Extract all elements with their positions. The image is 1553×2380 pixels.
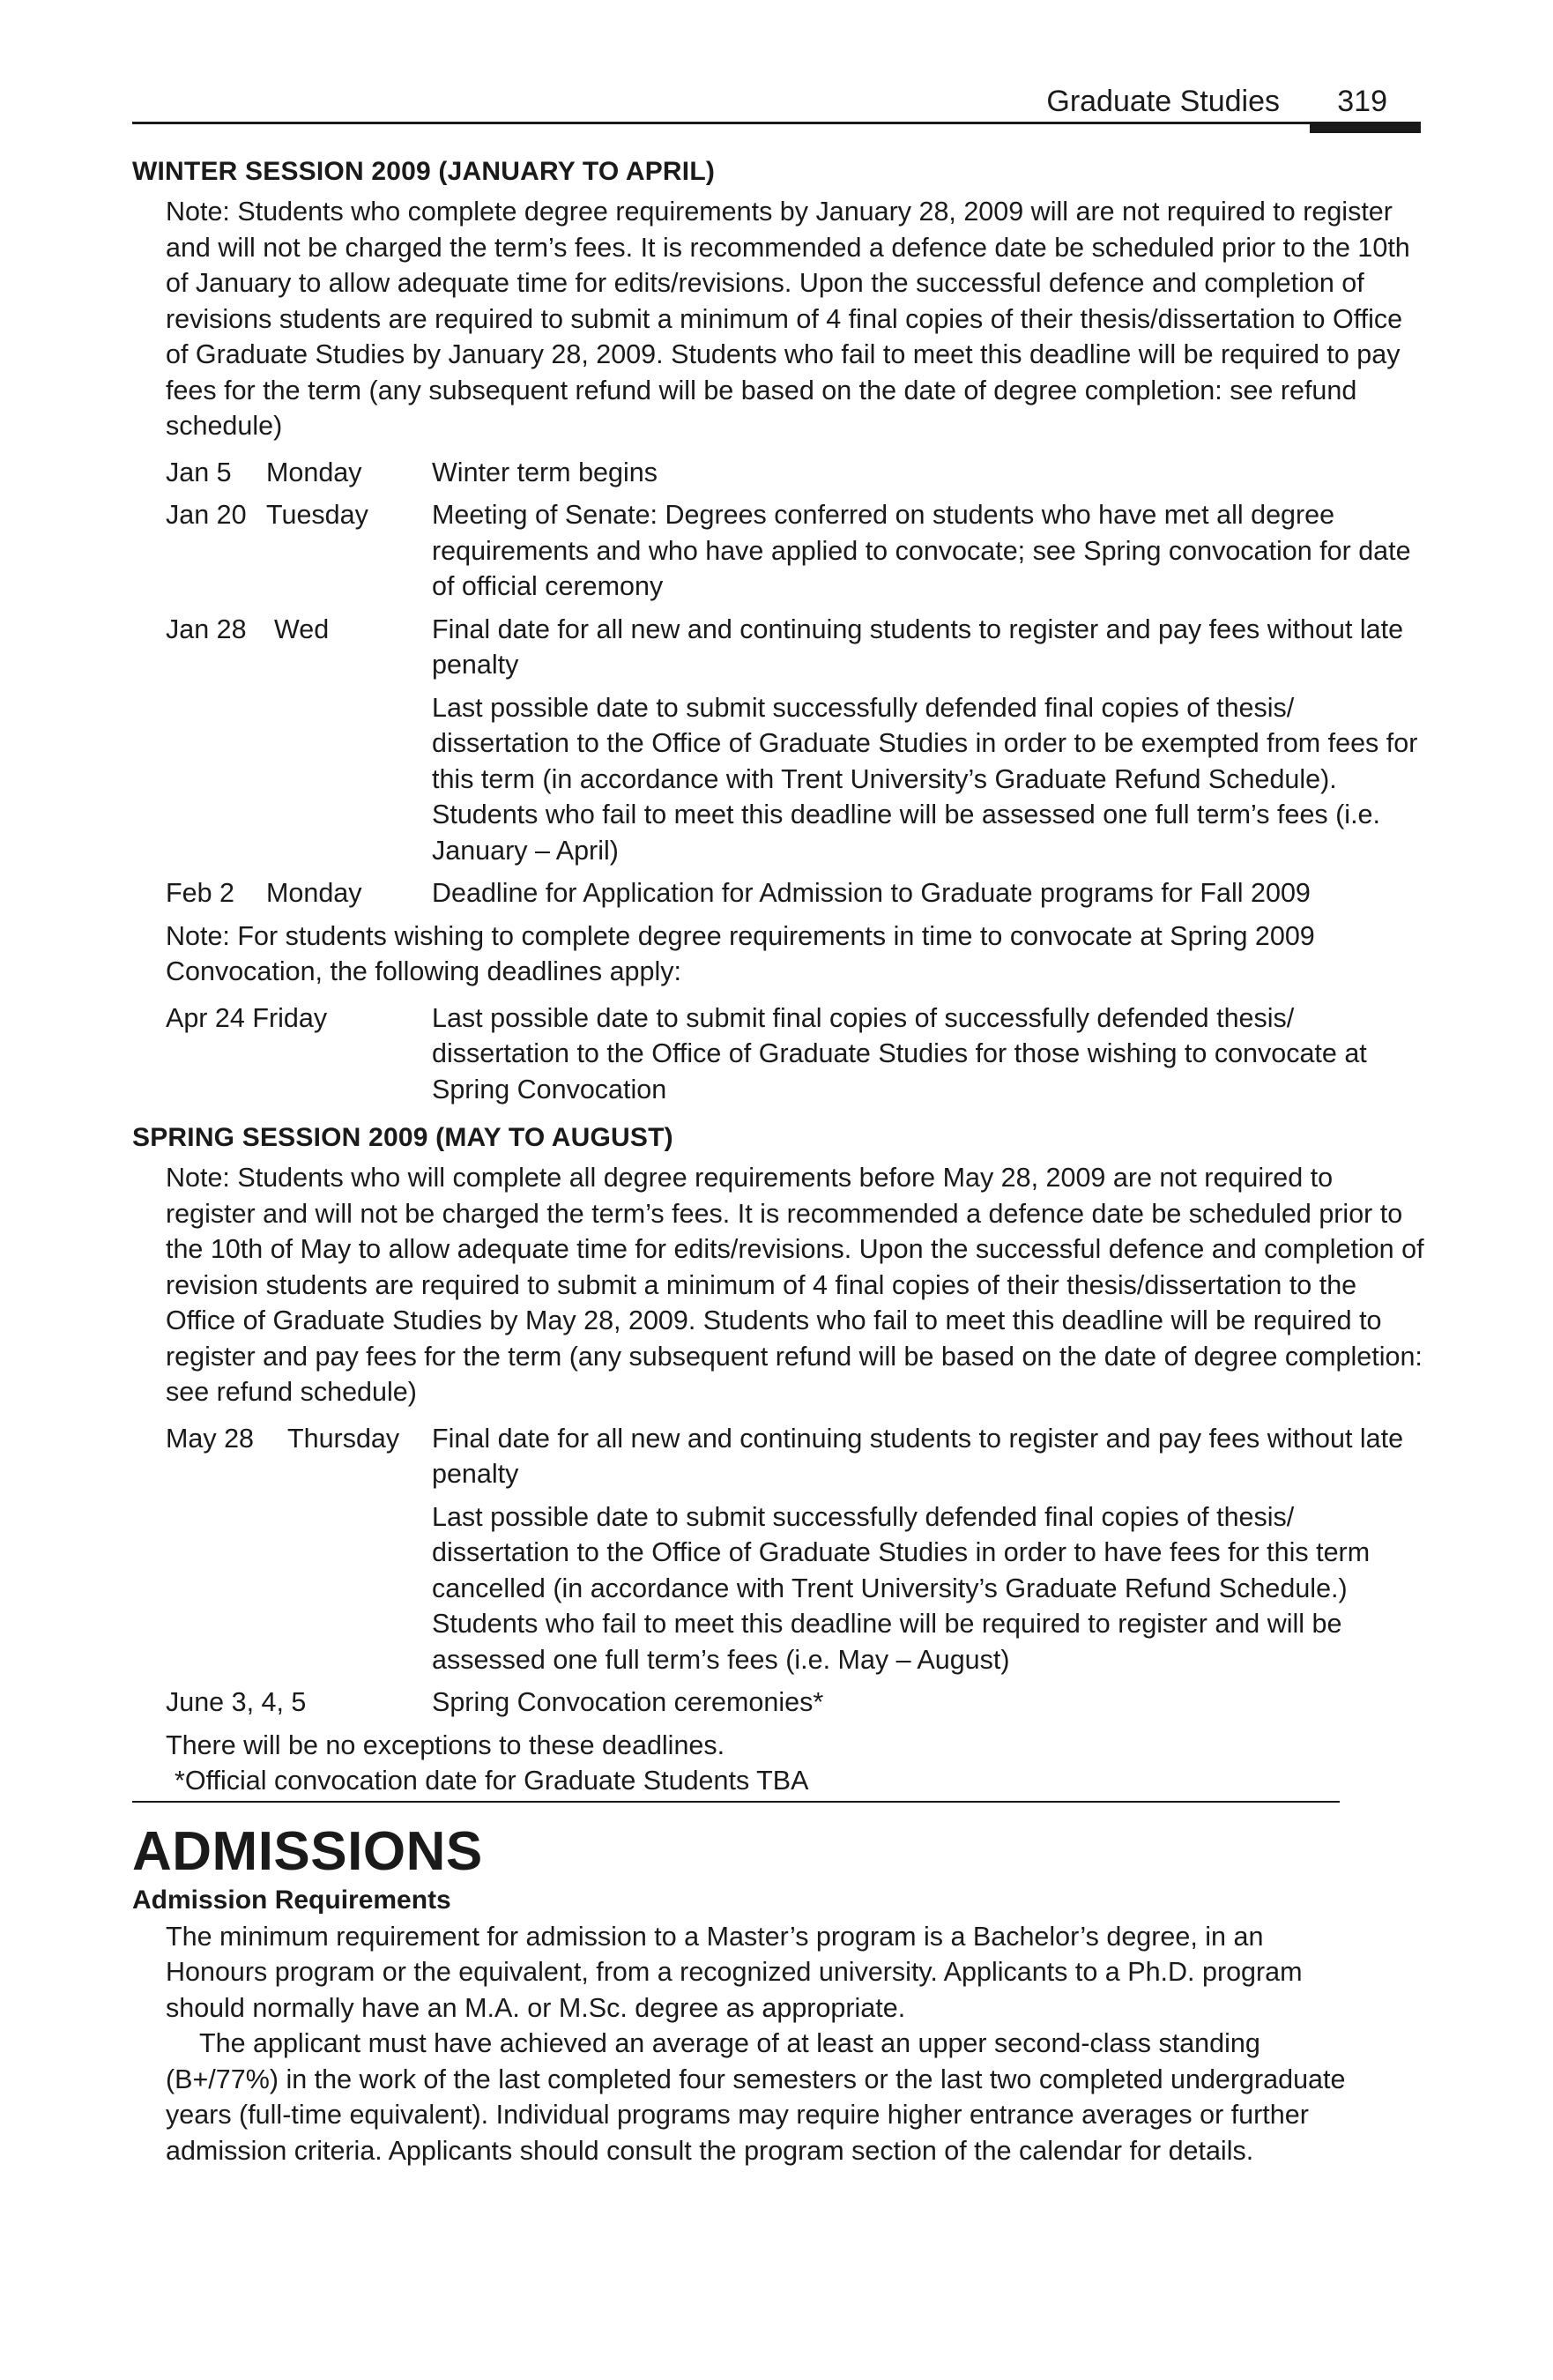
section-divider [132,1801,1340,1803]
convocation-footnote: *Official convocation date for Graduate Students TBA [175,1766,809,1796]
winter-session-note: Note: Students who complete degree requirements by January 28, 2009 will are not required to register and will not be charged the term’s fees. It is recommended a defence date be scheduled prior to the 10th of January to allow adequate time for edits/revisions. Upon the successful defence and completion of revisions students are required to submit a minimum of 4 final copies of their thesis/dissertation to Office of Graduate Studies by January 28, 2009. Students who fail to meet this deadline will be required to pay fees for the term (any subsequent refund will be based on the date of degree completion: see refund schedule) [166,197,1410,441]
schedule-entry-jan28 [166,612,1428,869]
schedule-entry-may28 [166,1421,1428,1678]
schedule-entry-jan5 [166,455,1428,491]
schedule-entry-june [166,1685,1428,1721]
entry-description [432,497,1419,605]
entry-description [432,1000,1419,1108]
entry-day: Monday [266,457,362,487]
entry-description [432,1685,1419,1721]
deadline-closing-note: There will be no exceptions to these deadlines. [166,1729,725,1760]
entry-text: Meeting of Senate: Degrees conferred on students who have met all degree requirements and who have applied to convocate; see Spring convocation for date of official ceremony [432,500,1411,601]
entry-date: Apr 24 Friday [166,1002,328,1033]
schedule-entry-jan20 [166,497,1428,605]
entry-day: Monday [266,878,362,908]
convocation-note: Note: For students wishing to complete degree requirements in time to convocate at Spring 2009 Convocation, the following deadlines apply: [166,920,1315,986]
spring-session-heading: SPRING SESSION 2009 (MAY TO AUGUST) [132,1123,673,1152]
entry-date: Jan 5 [166,457,232,487]
header-tab-bar [1310,122,1421,133]
entry-text: Spring Convocation ceremonies* [432,1687,824,1717]
entry-text: Last possible date to submit successfully defended final copies of thesis/ dissertation to the Office of Graduate Studies in order to have fees for this term cancelled (in accordance with Trent University’s Graduate Refund Schedule.) Students who fail to meet this deadline will be required to register and will be assessed one full term’s fees (i.e. May – August) [432,1501,1371,1675]
entry-date: Jan 28 [166,614,247,644]
entry-description [432,1421,1419,1678]
entry-description [432,612,1419,869]
admission-requirements-heading: Admission Requirements [132,1885,451,1915]
admissions-title: ADMISSIONS [132,1820,483,1882]
entry-description [432,455,1419,491]
page-number: 319 [1337,85,1387,118]
header-rule [132,122,1421,124]
entry-date: May 28 [166,1423,255,1454]
spring-session-note: Note: Students who will complete all degree requirements before May 28, 2009 are not required to register and will not be charged the term’s fees. It is recommended a defence date be scheduled prior to the 10th of May to allow adequate time for edits/revisions. Upon the successful defence and completion of revision students are required to submit a minimum of 4 final copies of their thesis/dissertation to the Office of Graduate Studies by May 28, 2009. Students who fail to meet this deadline will be required to register and pay fees for the term (any subsequent refund will be based on the date of degree completion: see refund schedule) [166,1163,1424,1407]
entry-date: Jan 20 [166,500,247,530]
schedule-entry-feb2 [166,875,1428,911]
schedule-entry-apr24 [166,1000,1428,1108]
winter-session-heading: WINTER SESSION 2009 (JANUARY TO APRIL) [132,157,716,186]
admissions-paragraph-1: The minimum requirement for admission to a Master’s program is a Bachelor’s degree, in an Honours program or the equivalent, from a recognized university. Applicants to a Ph.D. program should normally have an M.A. or M.Sc. degree as appropriate. [166,1921,1303,2023]
entry-text: Deadline for Application for Admission to Graduate programs for Fall 2009 [432,878,1311,908]
entry-date: Feb 2 [166,878,234,908]
entry-text: Last possible date to submit final copies of successfully defended thesis/ dissertation to the Office of Graduate Studies for those wishing to convocate at Spring Convocation [432,1002,1367,1104]
entry-text: Winter term begins [432,457,658,487]
running-header-title: Graduate Studies [1046,85,1280,118]
page-content [132,155,1428,2168]
admissions-paragraph-2: The applicant must have achieved an average of at least an upper second-class standing (B+/77%) in the work of the last completed four semesters or the last two completed undergraduate years (full-time equivalent). Individual programs may require higher entrance averages or further admission criteria. Applicants should consult the program section of the calendar for details. [166,2028,1346,2166]
entry-day: Tuesday [266,500,368,530]
running-header [132,79,1421,132]
entry-description [432,875,1419,911]
entry-text: Final date for all new and continuing students to register and pay fees without late penalty [432,614,1404,680]
entry-date: June 3, 4, 5 [166,1687,307,1717]
entry-day: Wed [274,614,330,644]
entry-day: Thursday [287,1423,400,1454]
entry-text: Final date for all new and continuing students to register and pay fees without late penalty [432,1423,1404,1489]
entry-text: Last possible date to submit successfully defended final copies of thesis/ dissertation to the Office of Graduate Studies in order to be exempted from fees for this term (in accordance with Trent University’s Graduate Refund Schedule). Students who fail to meet this deadline will be assessed one full term’s fees (i.e. January – April) [432,692,1418,866]
